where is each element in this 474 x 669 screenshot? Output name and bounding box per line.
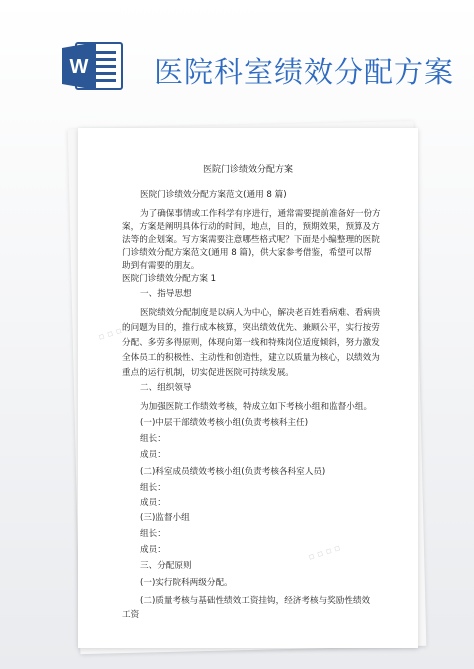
doc-line: 工资 [122,610,140,620]
document-body [78,128,418,648]
doc-line: 助到有需要的朋友。 [122,261,200,271]
document-page [78,128,418,648]
watermark: ▫ ▫ ▫ ▫ [97,323,132,343]
doc-line: (二)质量考核与基础性绩效工资挂钩，经济考核与奖励性绩效 [140,596,371,606]
doc-line: (二)科室成员绩效考核小组(负责考核各科室人员) [140,467,326,477]
doc-line: 为加强医院工作绩效考核，特成立如下考核小组和监督小组。 [140,402,373,412]
document-title: 医院门诊绩效分配方案 [202,165,293,175]
word-document-icon [60,40,124,92]
banner-header [0,0,474,118]
section-heading: 三、分配原则 [140,561,192,571]
section-heading: 二、组织领导 [140,383,192,393]
word-logo-letter: W [69,56,89,78]
doc-line: 成员： [140,498,166,508]
doc-line: 的问题为目的，推行成本核算，突出绩效优先、兼顾公平，实行按劳 [122,323,380,333]
doc-line: (一)中层干部绩效考核小组(负责考核科主任) [140,418,309,428]
doc-line: 法等的企划案。写方案需要注意哪些格式呢？下面是小编整理的医院 [122,235,380,245]
doc-line: 案，方案是阐明具体行动的时间，地点，目的，预期效果，预算及方 [122,222,380,232]
doc-line: 为了确保事情或工作科学有序进行，通常需要提前准备好一份方 [140,209,381,219]
section-heading: 一、指导思想 [140,289,192,299]
doc-line: 组长： [140,483,166,493]
doc-line: 成员： [140,450,166,460]
doc-line: 门诊绩效分配方案范文(通用 8 篇)，供大家参考借鉴，希望可以帮 [122,248,372,258]
doc-line: 组长： [140,434,166,444]
doc-line: 分配、多劳多得原则，体现向第一线和特殊岗位适度倾斜，努力激发 [122,338,380,348]
doc-line: 组长： [140,529,166,539]
section-heading: 医院门诊绩效分配方案 1 [122,274,217,284]
doc-line: 医院绩效分配制度是以病人为中心，解决老百姓看病难、看病贵 [140,308,381,318]
doc-line: 成员： [140,545,166,555]
banner-title: 医院科室绩效分配方案 [154,55,455,89]
doc-line: 重点的运行机制，切实促进医院可持续发展。 [122,368,294,378]
watermark: ▫ ▫ ▫ ▫ [307,543,342,563]
doc-line: 医院门诊绩效分配方案范文(通用 8 篇) [140,190,287,200]
doc-line: (一)实行院科两级分配。 [140,578,233,588]
doc-line: 全体员工的积极性、主动性和创造性，建立以质量为核心，以绩效为 [122,353,380,363]
doc-line: (三)监督小组 [140,513,190,523]
